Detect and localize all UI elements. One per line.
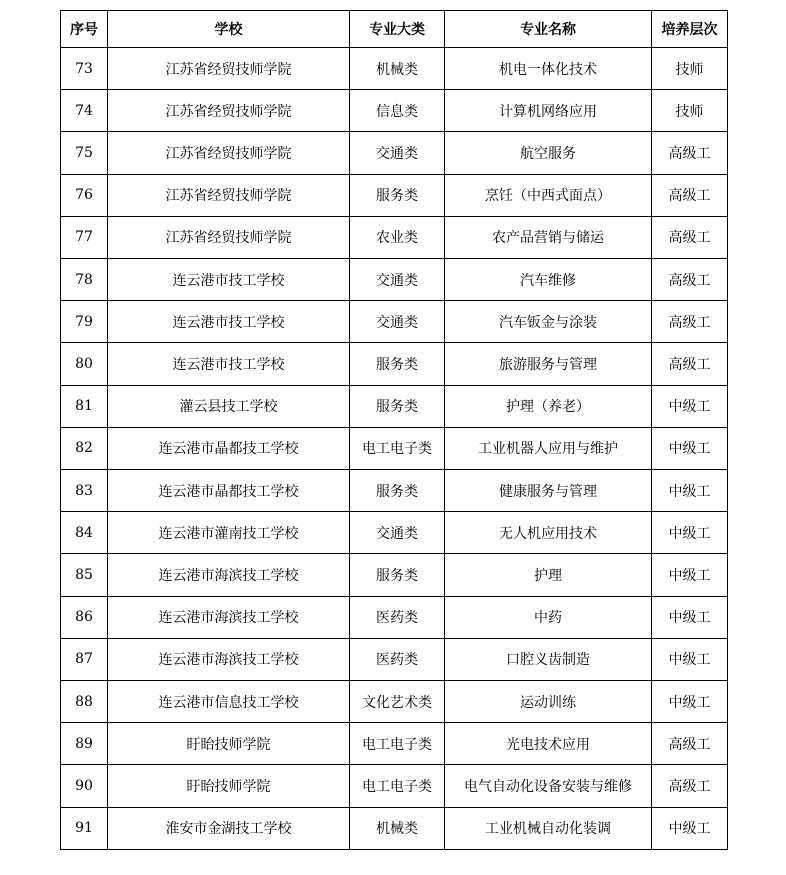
cell-index: 82 <box>61 427 108 469</box>
cell-major: 工业机器人应用与维护 <box>445 427 652 469</box>
cell-major: 航空服务 <box>445 132 652 174</box>
cell-category: 医药类 <box>350 596 445 638</box>
header-major: 专业名称 <box>445 11 652 48</box>
table-row <box>61 807 728 849</box>
table-row <box>61 638 728 680</box>
table-row <box>61 765 728 807</box>
cell-school: 江苏省经贸技师学院 <box>108 48 350 90</box>
cell-index: 76 <box>61 174 108 216</box>
cell-index: 88 <box>61 681 108 723</box>
cell-category: 信息类 <box>350 90 445 132</box>
cell-category: 服务类 <box>350 343 445 385</box>
cell-level: 高级工 <box>652 765 728 807</box>
cell-school: 盱眙技师学院 <box>108 723 350 765</box>
cell-major: 农产品营销与储运 <box>445 216 652 258</box>
table-row <box>61 427 728 469</box>
cell-school: 江苏省经贸技师学院 <box>108 174 350 216</box>
cell-category: 交通类 <box>350 512 445 554</box>
cell-category: 电工电子类 <box>350 765 445 807</box>
table-row <box>61 385 728 427</box>
cell-level: 技师 <box>652 90 728 132</box>
cell-index: 87 <box>61 638 108 680</box>
cell-school: 盱眙技师学院 <box>108 765 350 807</box>
cell-school: 连云港市技工学校 <box>108 301 350 343</box>
cell-index: 77 <box>61 216 108 258</box>
cell-level: 高级工 <box>652 301 728 343</box>
table-row <box>61 512 728 554</box>
cell-index: 91 <box>61 807 108 849</box>
cell-index: 89 <box>61 723 108 765</box>
cell-category: 交通类 <box>350 301 445 343</box>
cell-school: 连云港市海滨技工学校 <box>108 596 350 638</box>
cell-level: 高级工 <box>652 216 728 258</box>
cell-category: 服务类 <box>350 554 445 596</box>
header-category: 专业大类 <box>350 11 445 48</box>
cell-index: 78 <box>61 259 108 301</box>
cell-category: 农业类 <box>350 216 445 258</box>
header-index: 序号 <box>61 11 108 48</box>
cell-index: 74 <box>61 90 108 132</box>
cell-school: 连云港市海滨技工学校 <box>108 638 350 680</box>
cell-school: 灌云县技工学校 <box>108 385 350 427</box>
cell-level: 高级工 <box>652 174 728 216</box>
table-row <box>61 216 728 258</box>
table-header-row <box>61 11 728 48</box>
cell-school: 连云港市晶都技工学校 <box>108 470 350 512</box>
cell-level: 高级工 <box>652 259 728 301</box>
cell-index: 73 <box>61 48 108 90</box>
table-row <box>61 301 728 343</box>
cell-major: 工业机械自动化装调 <box>445 807 652 849</box>
cell-index: 85 <box>61 554 108 596</box>
table-row <box>61 174 728 216</box>
cell-category: 电工电子类 <box>350 427 445 469</box>
cell-school: 江苏省经贸技师学院 <box>108 216 350 258</box>
cell-major: 护理（养老） <box>445 385 652 427</box>
cell-level: 中级工 <box>652 807 728 849</box>
cell-index: 86 <box>61 596 108 638</box>
cell-level: 中级工 <box>652 638 728 680</box>
cell-school: 连云港市技工学校 <box>108 343 350 385</box>
cell-major: 无人机应用技术 <box>445 512 652 554</box>
cell-level: 中级工 <box>652 596 728 638</box>
cell-major: 中药 <box>445 596 652 638</box>
cell-major: 汽车维修 <box>445 259 652 301</box>
cell-school: 淮安市金湖技工学校 <box>108 807 350 849</box>
cell-level: 高级工 <box>652 723 728 765</box>
cell-level: 中级工 <box>652 385 728 427</box>
cell-school: 连云港市信息技工学校 <box>108 681 350 723</box>
cell-major: 烹饪（中西式面点） <box>445 174 652 216</box>
cell-major: 护理 <box>445 554 652 596</box>
cell-major: 健康服务与管理 <box>445 470 652 512</box>
cell-category: 服务类 <box>350 174 445 216</box>
header-level: 培养层次 <box>652 11 728 48</box>
cell-category: 服务类 <box>350 470 445 512</box>
cell-category: 医药类 <box>350 638 445 680</box>
cell-level: 高级工 <box>652 343 728 385</box>
cell-index: 84 <box>61 512 108 554</box>
cell-school: 江苏省经贸技师学院 <box>108 90 350 132</box>
cell-school: 连云港市灌南技工学校 <box>108 512 350 554</box>
cell-category: 机械类 <box>350 807 445 849</box>
cell-major: 机电一体化技术 <box>445 48 652 90</box>
cell-index: 83 <box>61 470 108 512</box>
cell-major: 电气自动化设备安装与维修 <box>445 765 652 807</box>
cell-index: 79 <box>61 301 108 343</box>
cell-level: 中级工 <box>652 681 728 723</box>
cell-index: 80 <box>61 343 108 385</box>
cell-level: 技师 <box>652 48 728 90</box>
header-school: 学校 <box>108 11 350 48</box>
cell-level: 中级工 <box>652 512 728 554</box>
table-body <box>61 48 728 850</box>
cell-category: 交通类 <box>350 259 445 301</box>
cell-school: 连云港市技工学校 <box>108 259 350 301</box>
table-row <box>61 681 728 723</box>
cell-major: 汽车钣金与涂装 <box>445 301 652 343</box>
cell-index: 75 <box>61 132 108 174</box>
cell-category: 服务类 <box>350 385 445 427</box>
cell-level: 中级工 <box>652 554 728 596</box>
cell-level: 中级工 <box>652 470 728 512</box>
cell-index: 81 <box>61 385 108 427</box>
table-row <box>61 259 728 301</box>
cell-school: 江苏省经贸技师学院 <box>108 132 350 174</box>
table-row <box>61 343 728 385</box>
cell-major: 旅游服务与管理 <box>445 343 652 385</box>
table-row <box>61 48 728 90</box>
cell-index: 90 <box>61 765 108 807</box>
cell-category: 电工电子类 <box>350 723 445 765</box>
cell-major: 计算机网络应用 <box>445 90 652 132</box>
table-row <box>61 90 728 132</box>
cell-category: 机械类 <box>350 48 445 90</box>
cell-category: 交通类 <box>350 132 445 174</box>
cell-level: 高级工 <box>652 132 728 174</box>
table-row <box>61 723 728 765</box>
cell-school: 连云港市海滨技工学校 <box>108 554 350 596</box>
cell-major: 运动训练 <box>445 681 652 723</box>
cell-major: 光电技术应用 <box>445 723 652 765</box>
cell-category: 文化艺术类 <box>350 681 445 723</box>
cell-major: 口腔义齿制造 <box>445 638 652 680</box>
table-row <box>61 554 728 596</box>
school-major-table <box>60 10 728 850</box>
table-row <box>61 596 728 638</box>
table-row <box>61 470 728 512</box>
cell-school: 连云港市晶都技工学校 <box>108 427 350 469</box>
table-row <box>61 132 728 174</box>
cell-level: 中级工 <box>652 427 728 469</box>
